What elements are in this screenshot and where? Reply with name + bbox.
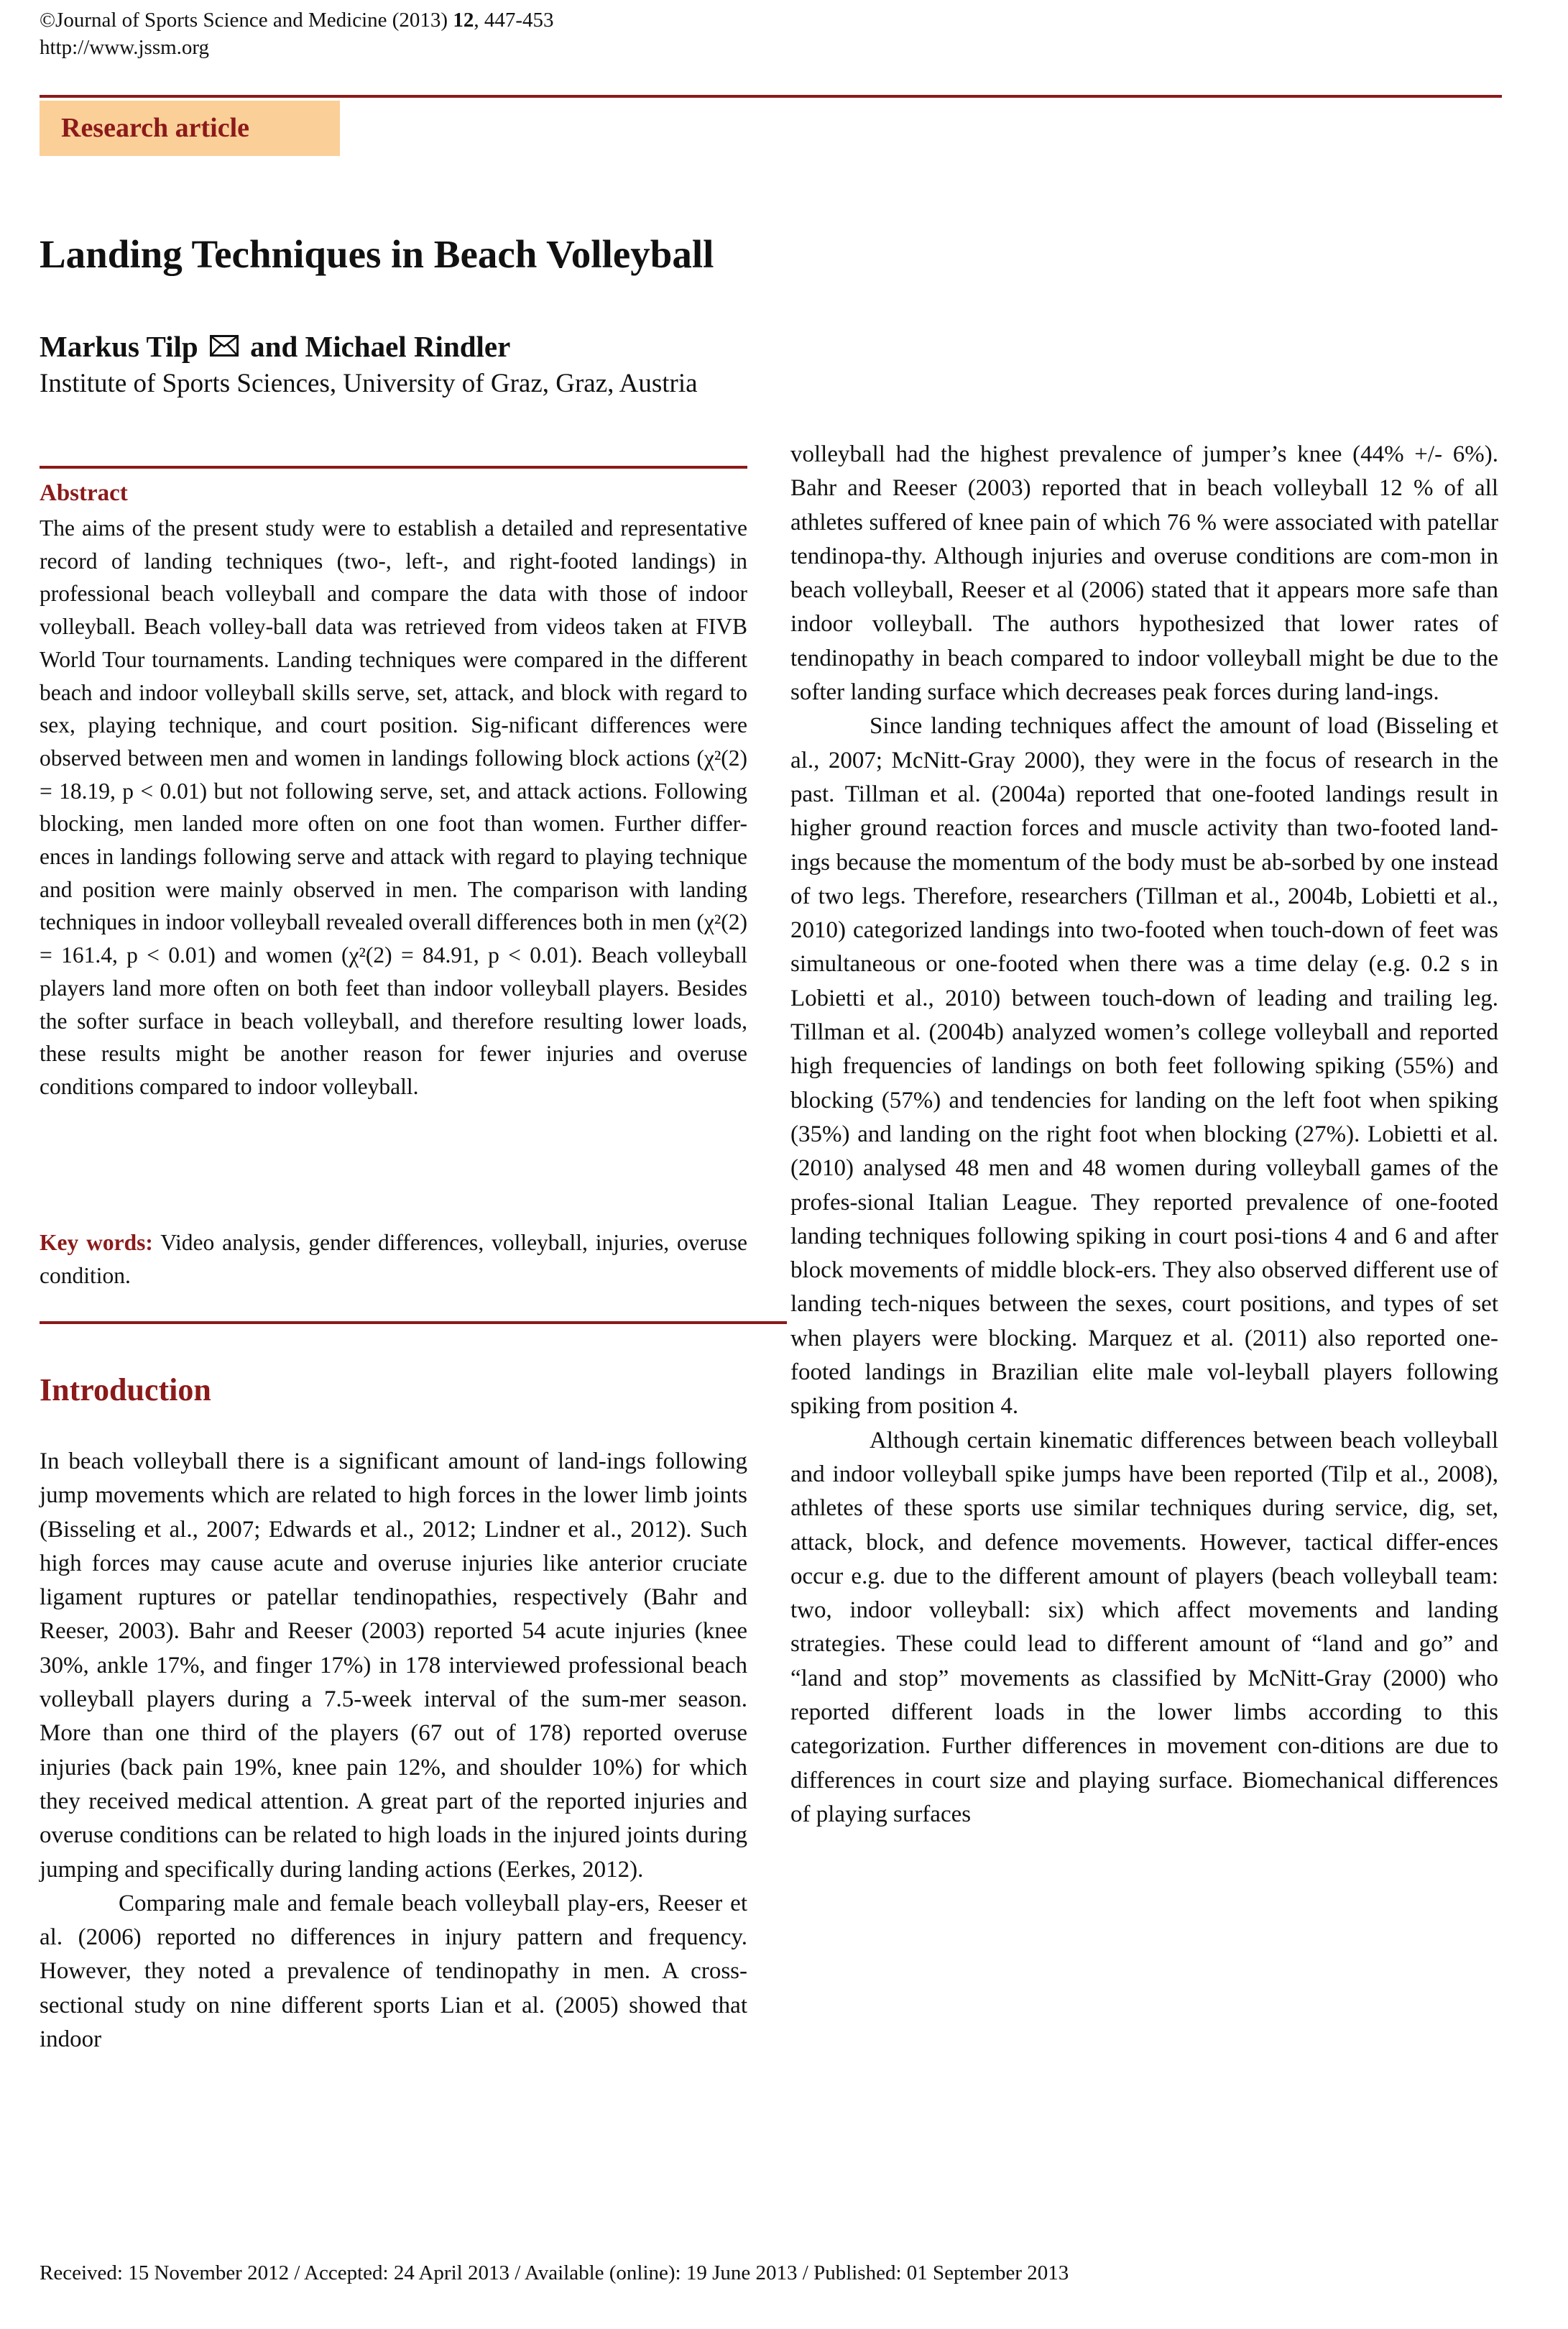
keywords-text: Video analysis, gender differences, volleyball, injuries, overuse condition. <box>40 1230 747 1288</box>
introduction-heading: Introduction <box>40 1372 211 1407</box>
keywords <box>40 1226 747 1292</box>
abstract-bottom-rule <box>40 1321 787 1324</box>
abstract-heading: Abstract <box>40 480 128 506</box>
author-name: Markus Tilp <box>40 330 198 363</box>
affiliation: Institute of Sports Sciences, University of Graz, Graz, Austria <box>40 369 698 398</box>
right-column-body <box>790 438 1498 1832</box>
paragraph: Since landing techniques affect the amount of load (Bisseling et al., 2007; McNitt-Gray 2000), they were in the focus of research in the past. Tillman et al. (2004a) reported that one-footed landings result in higher ground reaction forces and muscle activity than two-footed land-ings because the momentum of the body must be ab-sorbed by one instead of two legs. Therefore, researchers (Tillman et al., 2004b, Lobietti et al., 2010) categorized landings into two-footed when touch-down of feet was simultaneous or one-footed when there was a time delay (e.g. 0.2 s in Lobietti et al., 2010) between touch-down of leading and trailing leg. Tillman et al. (2004b) analyzed women’s college volleyball and reported high frequencies of landings on both feet following spiking (55%) and blocking (57%) and tendencies for landing on the left foot when spiking (35%) and landing on the right foot when blocking (27%). Lobietti et al. (2010) analysed 48 men and 48 women during volleyball games of the profes-sional Italian League. They reported prevalence of one-footed landing techniques following spiking in court posi-tions 4 and 6 and after block movements of middle block-ers. They also observed different use of landing tech-niques between the sexes, court positions, and types of set when players were blocking. Marquez et al. (2011) also reported one-footed landings in Brazilian elite male vol-leyball players following spiking from position 4. <box>790 713 1498 1420</box>
journal-url[interactable]: http://www.jssm.org <box>40 36 210 59</box>
journal-citation: ©Journal of Sports Science and Medicine (2013) 12, 447-453 <box>40 9 554 32</box>
publication-dates: Received: 15 November 2012 / Accepted: 24 April 2013 / Available (online): 19 June 2013 / Published: 01 September 2013 <box>40 2261 1069 2284</box>
coauthor-name: and Michael Rindler <box>250 330 511 363</box>
abstract-text: The aims of the present study were to establish a detailed and representative record of landing techniques (two-, left-, and right-footed landings) in professional beach volleyball and compare the data with those of indoor volleyball. Beach volley-ball data was retrieved from videos taken at FIVB World Tour tournaments. Landing techniques were compared in the different beach and indoor volleyball skills serve, set, attack, and block with regard to sex, playing technique, and court position. Sig-nificant differences were observed between men and women in landings following block actions (χ²(2) = 18.19, p < 0.01) but not following serve, set, and attack actions. Following blocking, men landed more often on one foot than women. Further differ-ences in landings following serve and attack with regard to playing technique and position were mainly observed in men. The comparison with landing techniques in indoor volleyball revealed overall differences both in men (χ²(2) = 161.4, p < 0.01) and women (χ²(2) = 84.91, p < 0.01). Beach volleyball players land more often on both feet than indoor volleyball players. Besides the softer surface in beach volleyball, and therefore resulting lower loads, these results might be another reason for fewer injuries and overuse conditions compared to indoor volleyball. <box>40 515 748 1099</box>
left-column-body <box>40 1445 747 2057</box>
paragraph: Although certain kinematic differences between beach volleyball and indoor volleyball spike jumps have been reported (Tilp et al., 2008), athletes of these sports use similar techniques during service, dig, set, attack, block, and defence movements. However, tactical differ-ences occur e.g. due to the different amount of players (beach volleyball team: two, indoor volleyball: six) which affect movements and landing strategies. These could lead to different amount of “land and go” and “land and stop” movements as classified by McNitt-Gray (2000) who reported different loads in the lower limbs according to this categorization. Further differences in movement con-ditions are due to differences in court size and playing surface. Biomechanical differences of playing surfaces <box>790 1427 1498 1827</box>
journal-volume: 12 <box>453 9 474 32</box>
paragraph: volleyball had the highest prevalence of jumper’s knee (44% +/- 6%). Bahr and Reeser (2003) reported that in beach volleyball 12 % of all athletes suffered of knee pain of which 76 % were associated with patellar tendinopa-thy. Although injuries and overuse conditions are com-mon in beach volleyball, Reeser et al (2006) stated that it appears more safe than indoor volleyball. The authors hypothesized that lower rates of tendinopathy in beach compared to indoor volleyball might be due to the softer landing surface which decreases peak forces during land-ings. <box>790 441 1498 706</box>
abstract-top-rule <box>40 466 747 469</box>
envelope-icon[interactable] <box>210 335 239 357</box>
paragraph: In beach volleyball there is a significant amount of land-ings following jump movements which are related to high forces in the lower limb joints (Bisseling et al., 2007; Edwards et al., 2012; Lindner et al., 2012). Such high forces may cause acute and overuse injuries like anterior cruciate ligament ruptures or patellar tendinopathies, respectively (Bahr and Reeser, 2003). Bahr and Reeser (2003) reported 54 acute injuries (knee 30%, ankle 17%, and finger 17%) in 178 interviewed professional beach volleyball players during a 7.5-week interval of the sum-mer season. More than one third of the players (67 out of 178) reported overuse injuries (back pain 19%, knee pain 12%, and shoulder 10%) for which they received medical attention. A great part of the reported injuries and overuse conditions can be related to high loads in the injured joints during jumping and specifically during landing actions (Eerkes, 2012). <box>40 1448 747 1883</box>
paragraph: Comparing male and female beach volleyball play-ers, Reeser et al. (2006) reported no differences in injury pattern and frequency. However, they noted a prevalence of tendinopathy in men. A cross-sectional study on nine different sports Lian et al. (2005) showed that indoor <box>40 1890 747 2053</box>
article-type-tag: Research article <box>40 101 340 156</box>
article-title: Landing Techniques in Beach Volleyball <box>40 232 714 276</box>
header-rule <box>40 95 1502 98</box>
authors-line <box>40 329 510 364</box>
keywords-label: Key words: <box>40 1230 153 1255</box>
